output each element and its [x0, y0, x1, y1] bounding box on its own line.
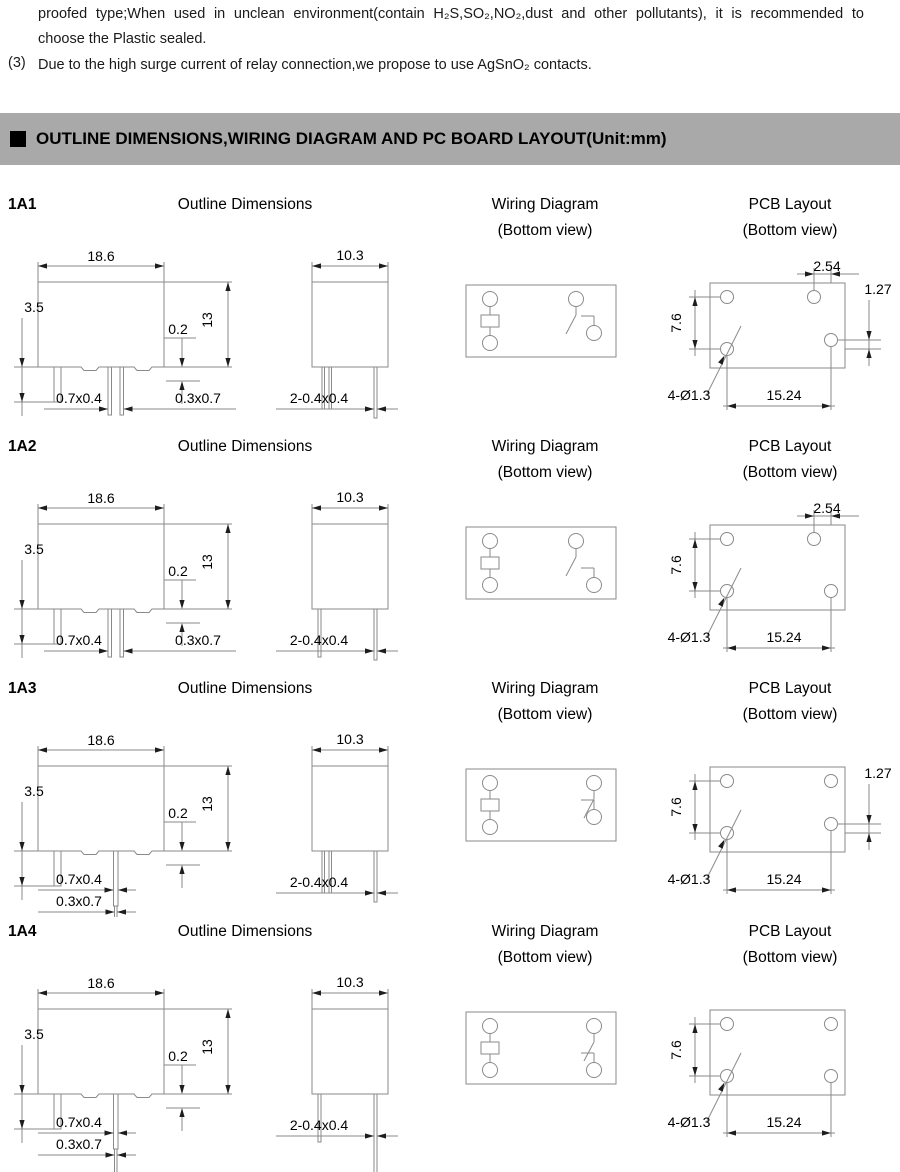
- dim-body-depth: 10.3: [336, 247, 364, 263]
- arrowhead: [692, 824, 697, 833]
- pcb-layout-subtitle: (Bottom view): [742, 706, 838, 723]
- terminal-hole: [825, 334, 838, 347]
- line-work: [276, 989, 398, 1172]
- terminal-hole: [483, 1019, 498, 1034]
- arrowhead: [692, 297, 697, 306]
- arrowhead: [225, 282, 230, 291]
- arrowhead: [155, 263, 164, 268]
- arrowhead: [155, 747, 164, 752]
- drawing-rect: [710, 525, 845, 610]
- note-line-1: proofed type;When used in unclean environment(contain H₂S,SO₂,NO₂,dust and other pollutants), it is recommended to: [38, 6, 864, 22]
- dim-body-depth: 10.3: [336, 974, 364, 990]
- arrowhead: [117, 909, 126, 914]
- relay-row: [0, 917, 900, 1172]
- pcb-layout-title: PCB Layout: [748, 680, 832, 697]
- dimension-line: [707, 568, 741, 636]
- pcb-layout-subtitle: (Bottom view): [742, 949, 838, 966]
- arrowhead: [312, 505, 321, 510]
- arrowhead: [38, 263, 47, 268]
- drawing-path: [38, 1094, 164, 1098]
- arrowhead: [312, 263, 321, 268]
- arrowhead: [718, 1083, 724, 1092]
- dim-coil-pin: 0.3x0.7: [175, 390, 221, 406]
- side-view-drawing: [272, 247, 432, 432]
- terminal-hole: [569, 534, 584, 549]
- section-header-bar: [0, 113, 900, 165]
- arrowhead: [19, 877, 24, 886]
- pcb-layout-title: PCB Layout: [748, 438, 832, 455]
- dim-tab-pin: 0.7x0.4: [56, 1114, 102, 1130]
- dim-coil-pin: 0.3x0.7: [56, 1136, 102, 1152]
- terminal-hole: [808, 291, 821, 304]
- arrowhead: [225, 1085, 230, 1094]
- arrowhead: [19, 1120, 24, 1129]
- arrowhead: [106, 909, 115, 914]
- drawing-rect: [114, 851, 119, 906]
- dim-tab-pin: 0.7x0.4: [56, 632, 102, 648]
- dim-row-pitch: 7.6: [668, 797, 684, 817]
- arrowhead: [118, 1130, 127, 1135]
- coil-symbol: [481, 315, 499, 327]
- arrowhead: [866, 815, 871, 824]
- arrowhead: [118, 887, 127, 892]
- arrowhead: [38, 747, 47, 752]
- arrowhead: [155, 505, 164, 510]
- dim-holes: 4-Ø1.3: [667, 629, 711, 645]
- outline-dimensions-title: Outline Dimensions: [177, 680, 313, 697]
- arrowhead: [727, 1130, 736, 1135]
- arrowhead: [124, 406, 133, 411]
- terminal-hole: [569, 292, 584, 307]
- dim-row-pitch: 7.6: [668, 1040, 684, 1060]
- drawing-path: [38, 282, 164, 367]
- arrowhead: [692, 781, 697, 790]
- pcb-layout-drawing: [645, 722, 897, 907]
- terminal-hole: [825, 585, 838, 598]
- dim-hole-offset: 1.27: [864, 765, 892, 781]
- variant-label: 1A4: [8, 923, 37, 940]
- drawing-rect: [114, 1094, 119, 1149]
- arrowhead: [365, 648, 374, 653]
- side-view-drawing: [272, 731, 432, 917]
- line-work: [14, 746, 232, 917]
- line-work: [466, 285, 616, 357]
- arrowhead: [365, 1133, 374, 1138]
- relay-row: [0, 190, 900, 432]
- arrowhead: [105, 1130, 114, 1135]
- arrowhead: [312, 990, 321, 995]
- drawing-rect: [120, 367, 124, 415]
- outline-dimensions-title: Outline Dimensions: [177, 438, 313, 455]
- dim-standoff: 0.2: [168, 805, 188, 821]
- dim-standoff: 0.2: [168, 563, 188, 579]
- dim-body-height: 13: [199, 796, 215, 812]
- drawing-rect: [108, 609, 112, 657]
- arrowhead: [822, 645, 831, 650]
- drawing-rect: [312, 282, 388, 367]
- side-view-drawing: [272, 489, 432, 674]
- arrowhead: [38, 990, 47, 995]
- relay-row: [0, 674, 900, 917]
- drawing-rect: [115, 906, 118, 917]
- dimension-line: [584, 1042, 594, 1061]
- wiring-diagram-drawing: [448, 992, 638, 1102]
- dimension-line: [707, 810, 741, 878]
- arrowhead: [377, 406, 386, 411]
- arrowhead: [365, 406, 374, 411]
- terminal-hole: [721, 1018, 734, 1031]
- dim-mount-height: 3.5: [24, 299, 44, 315]
- arrowhead: [106, 1152, 115, 1157]
- dimension-line: [707, 326, 741, 394]
- dim-hole-span: 15.24: [766, 871, 802, 887]
- wiring-diagram-title: Wiring Diagram: [491, 680, 599, 697]
- dim-body-depth: 10.3: [336, 489, 364, 505]
- arrowhead: [312, 747, 321, 752]
- drawing-rect: [374, 851, 377, 902]
- arrowhead: [225, 842, 230, 851]
- dim-body-width: 18.6: [87, 490, 115, 506]
- arrowhead: [377, 1133, 386, 1138]
- dim-holes: 4-Ø1.3: [667, 1114, 711, 1130]
- pcb-layout-subtitle: (Bottom view): [742, 222, 838, 239]
- arrowhead: [866, 331, 871, 340]
- arrowhead: [379, 990, 388, 995]
- arrowhead: [365, 890, 374, 895]
- pcb-layout-title: PCB Layout: [748, 196, 832, 213]
- drawing-path: [38, 367, 164, 371]
- dim-side-pins: 2-0.4x0.4: [289, 632, 349, 648]
- dim-hole-pitch: 2.54: [813, 500, 841, 516]
- coil-symbol: [481, 799, 499, 811]
- drawing-rect: [374, 609, 377, 660]
- drawing-rect: [115, 1149, 118, 1172]
- terminal-hole: [825, 1018, 838, 1031]
- terminal-hole: [825, 1070, 838, 1083]
- dim-body-height: 13: [199, 1039, 215, 1055]
- arrowhead: [692, 340, 697, 349]
- dim-coil-pin: 0.3x0.7: [175, 632, 221, 648]
- arrowhead: [379, 505, 388, 510]
- arrowhead: [692, 539, 697, 548]
- terminal-hole: [483, 820, 498, 835]
- note-item3-marker: (3): [8, 55, 26, 71]
- section-title: OUTLINE DIMENSIONS,WIRING DIAGRAM AND PC BOARD LAYOUT(Unit:mm): [36, 129, 667, 148]
- wiring-diagram-drawing: [448, 749, 638, 859]
- dim-body-height: 13: [199, 312, 215, 328]
- terminal-hole: [721, 533, 734, 546]
- arrowhead: [727, 403, 736, 408]
- line-work: [466, 769, 616, 841]
- outline-dimensions-title: Outline Dimensions: [177, 923, 313, 940]
- terminal-hole: [825, 818, 838, 831]
- terminal-hole: [825, 775, 838, 788]
- dim-hole-span: 15.24: [766, 629, 802, 645]
- terminal-hole: [483, 336, 498, 351]
- pcb-layout-title: PCB Layout: [748, 923, 832, 940]
- wiring-diagram-drawing: [448, 265, 638, 375]
- dim-standoff: 0.2: [168, 321, 188, 337]
- wiring-diagram-title: Wiring Diagram: [491, 923, 599, 940]
- wiring-diagram-drawing: [448, 507, 638, 617]
- arrowhead: [19, 393, 24, 402]
- section-marker-square-icon: [10, 131, 26, 147]
- arrowhead: [866, 833, 871, 842]
- arrowhead: [38, 505, 47, 510]
- arrowhead: [225, 1009, 230, 1018]
- dim-hole-pitch: 2.54: [813, 258, 841, 274]
- arrowhead: [99, 648, 108, 653]
- pcb-layout-drawing: [645, 238, 897, 423]
- front-view-drawing: [8, 734, 258, 917]
- arrowhead: [124, 648, 133, 653]
- dim-body-width: 18.6: [87, 248, 115, 264]
- arrowhead: [377, 648, 386, 653]
- arrowhead: [718, 598, 724, 607]
- line-work: [466, 527, 616, 599]
- drawing-rect: [312, 1009, 388, 1094]
- arrowhead: [105, 887, 114, 892]
- arrowhead: [379, 263, 388, 268]
- note-line-2: choose the Plastic sealed.: [38, 31, 207, 47]
- dim-side-pins: 2-0.4x0.4: [289, 874, 349, 890]
- arrowhead: [155, 990, 164, 995]
- arrowhead: [179, 623, 184, 632]
- coil-symbol: [481, 557, 499, 569]
- terminal-hole: [587, 776, 602, 791]
- dim-row-pitch: 7.6: [668, 313, 684, 333]
- terminal-hole: [483, 292, 498, 307]
- arrowhead: [727, 645, 736, 650]
- dim-hole-offset: 1.27: [864, 281, 892, 297]
- arrowhead: [179, 842, 184, 851]
- arrowhead: [19, 1085, 24, 1094]
- variant-label: 1A1: [8, 196, 37, 213]
- arrowhead: [19, 635, 24, 644]
- dim-hole-span: 15.24: [766, 387, 802, 403]
- arrowhead: [692, 1067, 697, 1076]
- wiring-diagram-subtitle: (Bottom view): [497, 464, 593, 481]
- dim-tab-pin: 0.7x0.4: [56, 390, 102, 406]
- arrowhead: [179, 600, 184, 609]
- terminal-hole: [721, 775, 734, 788]
- dim-body-width: 18.6: [87, 975, 115, 991]
- arrowhead: [179, 1085, 184, 1094]
- wiring-diagram-title: Wiring Diagram: [491, 196, 599, 213]
- arrowhead: [225, 358, 230, 367]
- terminal-hole: [587, 1063, 602, 1078]
- drawing-rect: [108, 367, 112, 415]
- terminal-hole: [483, 578, 498, 593]
- outline-dimensions-title: Outline Dimensions: [177, 196, 313, 213]
- drawing-rect: [120, 609, 124, 657]
- dim-mount-height: 3.5: [24, 783, 44, 799]
- drawing-path: [38, 1009, 164, 1094]
- pcb-layout-subtitle: (Bottom view): [742, 464, 838, 481]
- dim-body-width: 18.6: [87, 732, 115, 748]
- wiring-diagram-subtitle: (Bottom view): [497, 222, 593, 239]
- arrowhead: [718, 840, 724, 849]
- arrowhead: [179, 358, 184, 367]
- arrowhead: [822, 887, 831, 892]
- arrowhead: [179, 381, 184, 390]
- drawing-path: [38, 609, 164, 613]
- arrowhead: [19, 842, 24, 851]
- dimension-line: [584, 799, 594, 818]
- drawing-rect: [374, 367, 377, 418]
- terminal-hole: [483, 776, 498, 791]
- dim-holes: 4-Ø1.3: [667, 387, 711, 403]
- arrowhead: [19, 358, 24, 367]
- relay-row: [0, 432, 900, 674]
- arrowhead: [866, 349, 871, 358]
- dim-side-pins: 2-0.4x0.4: [289, 1117, 349, 1133]
- dim-hole-span: 15.24: [766, 1114, 802, 1130]
- dimension-line: [707, 1053, 741, 1121]
- arrowhead: [692, 1024, 697, 1033]
- terminal-hole: [808, 533, 821, 546]
- arrowhead: [225, 766, 230, 775]
- wiring-diagram-title: Wiring Diagram: [491, 438, 599, 455]
- terminal-hole: [483, 1063, 498, 1078]
- terminal-hole: [587, 326, 602, 341]
- note-item3-text: Due to the high surge current of relay connection,we propose to use AgSnO₂ contacts.: [38, 57, 592, 73]
- dim-coil-pin: 0.3x0.7: [56, 893, 102, 909]
- terminal-hole: [587, 578, 602, 593]
- terminal-hole: [483, 534, 498, 549]
- front-view-drawing: [8, 250, 258, 432]
- arrowhead: [377, 890, 386, 895]
- arrowhead: [692, 582, 697, 591]
- variant-label: 1A2: [8, 438, 37, 455]
- front-view-drawing: [8, 977, 258, 1172]
- wiring-diagram-subtitle: (Bottom view): [497, 706, 593, 723]
- arrowhead: [822, 1130, 831, 1135]
- front-view-drawing: [8, 492, 258, 674]
- arrowhead: [225, 524, 230, 533]
- line-work: [14, 989, 232, 1172]
- drawing-path: [38, 524, 164, 609]
- dim-body-depth: 10.3: [336, 731, 364, 747]
- drawing-rect: [312, 766, 388, 851]
- drawing-path: [38, 766, 164, 851]
- dim-row-pitch: 7.6: [668, 555, 684, 575]
- dim-standoff: 0.2: [168, 1048, 188, 1064]
- arrowhead: [225, 600, 230, 609]
- arrowhead: [718, 356, 724, 365]
- drawing-path: [38, 851, 164, 855]
- drawing-rect: [312, 524, 388, 609]
- arrowhead: [179, 1108, 184, 1117]
- dimension-line: [566, 557, 576, 576]
- terminal-hole: [587, 1019, 602, 1034]
- coil-symbol: [481, 1042, 499, 1054]
- dim-tab-pin: 0.7x0.4: [56, 871, 102, 887]
- arrowhead: [117, 1152, 126, 1157]
- pcb-layout-drawing: [645, 965, 897, 1150]
- dim-body-height: 13: [199, 554, 215, 570]
- terminal-hole: [587, 810, 602, 825]
- dim-holes: 4-Ø1.3: [667, 871, 711, 887]
- side-view-drawing: [272, 974, 432, 1172]
- dimension-line: [566, 315, 576, 334]
- arrowhead: [179, 865, 184, 874]
- terminal-hole: [721, 291, 734, 304]
- line-work: [466, 1012, 616, 1084]
- pcb-layout-drawing: [645, 480, 897, 665]
- arrowhead: [99, 406, 108, 411]
- dim-mount-height: 3.5: [24, 541, 44, 557]
- dim-side-pins: 2-0.4x0.4: [289, 390, 349, 406]
- wiring-diagram-subtitle: (Bottom view): [497, 949, 593, 966]
- arrowhead: [822, 403, 831, 408]
- arrowhead: [19, 600, 24, 609]
- drawing-rect: [374, 1094, 377, 1172]
- dim-mount-height: 3.5: [24, 1026, 44, 1042]
- arrowhead: [727, 887, 736, 892]
- drawing-rect: [710, 283, 845, 368]
- arrowhead: [379, 747, 388, 752]
- variant-label: 1A3: [8, 680, 37, 697]
